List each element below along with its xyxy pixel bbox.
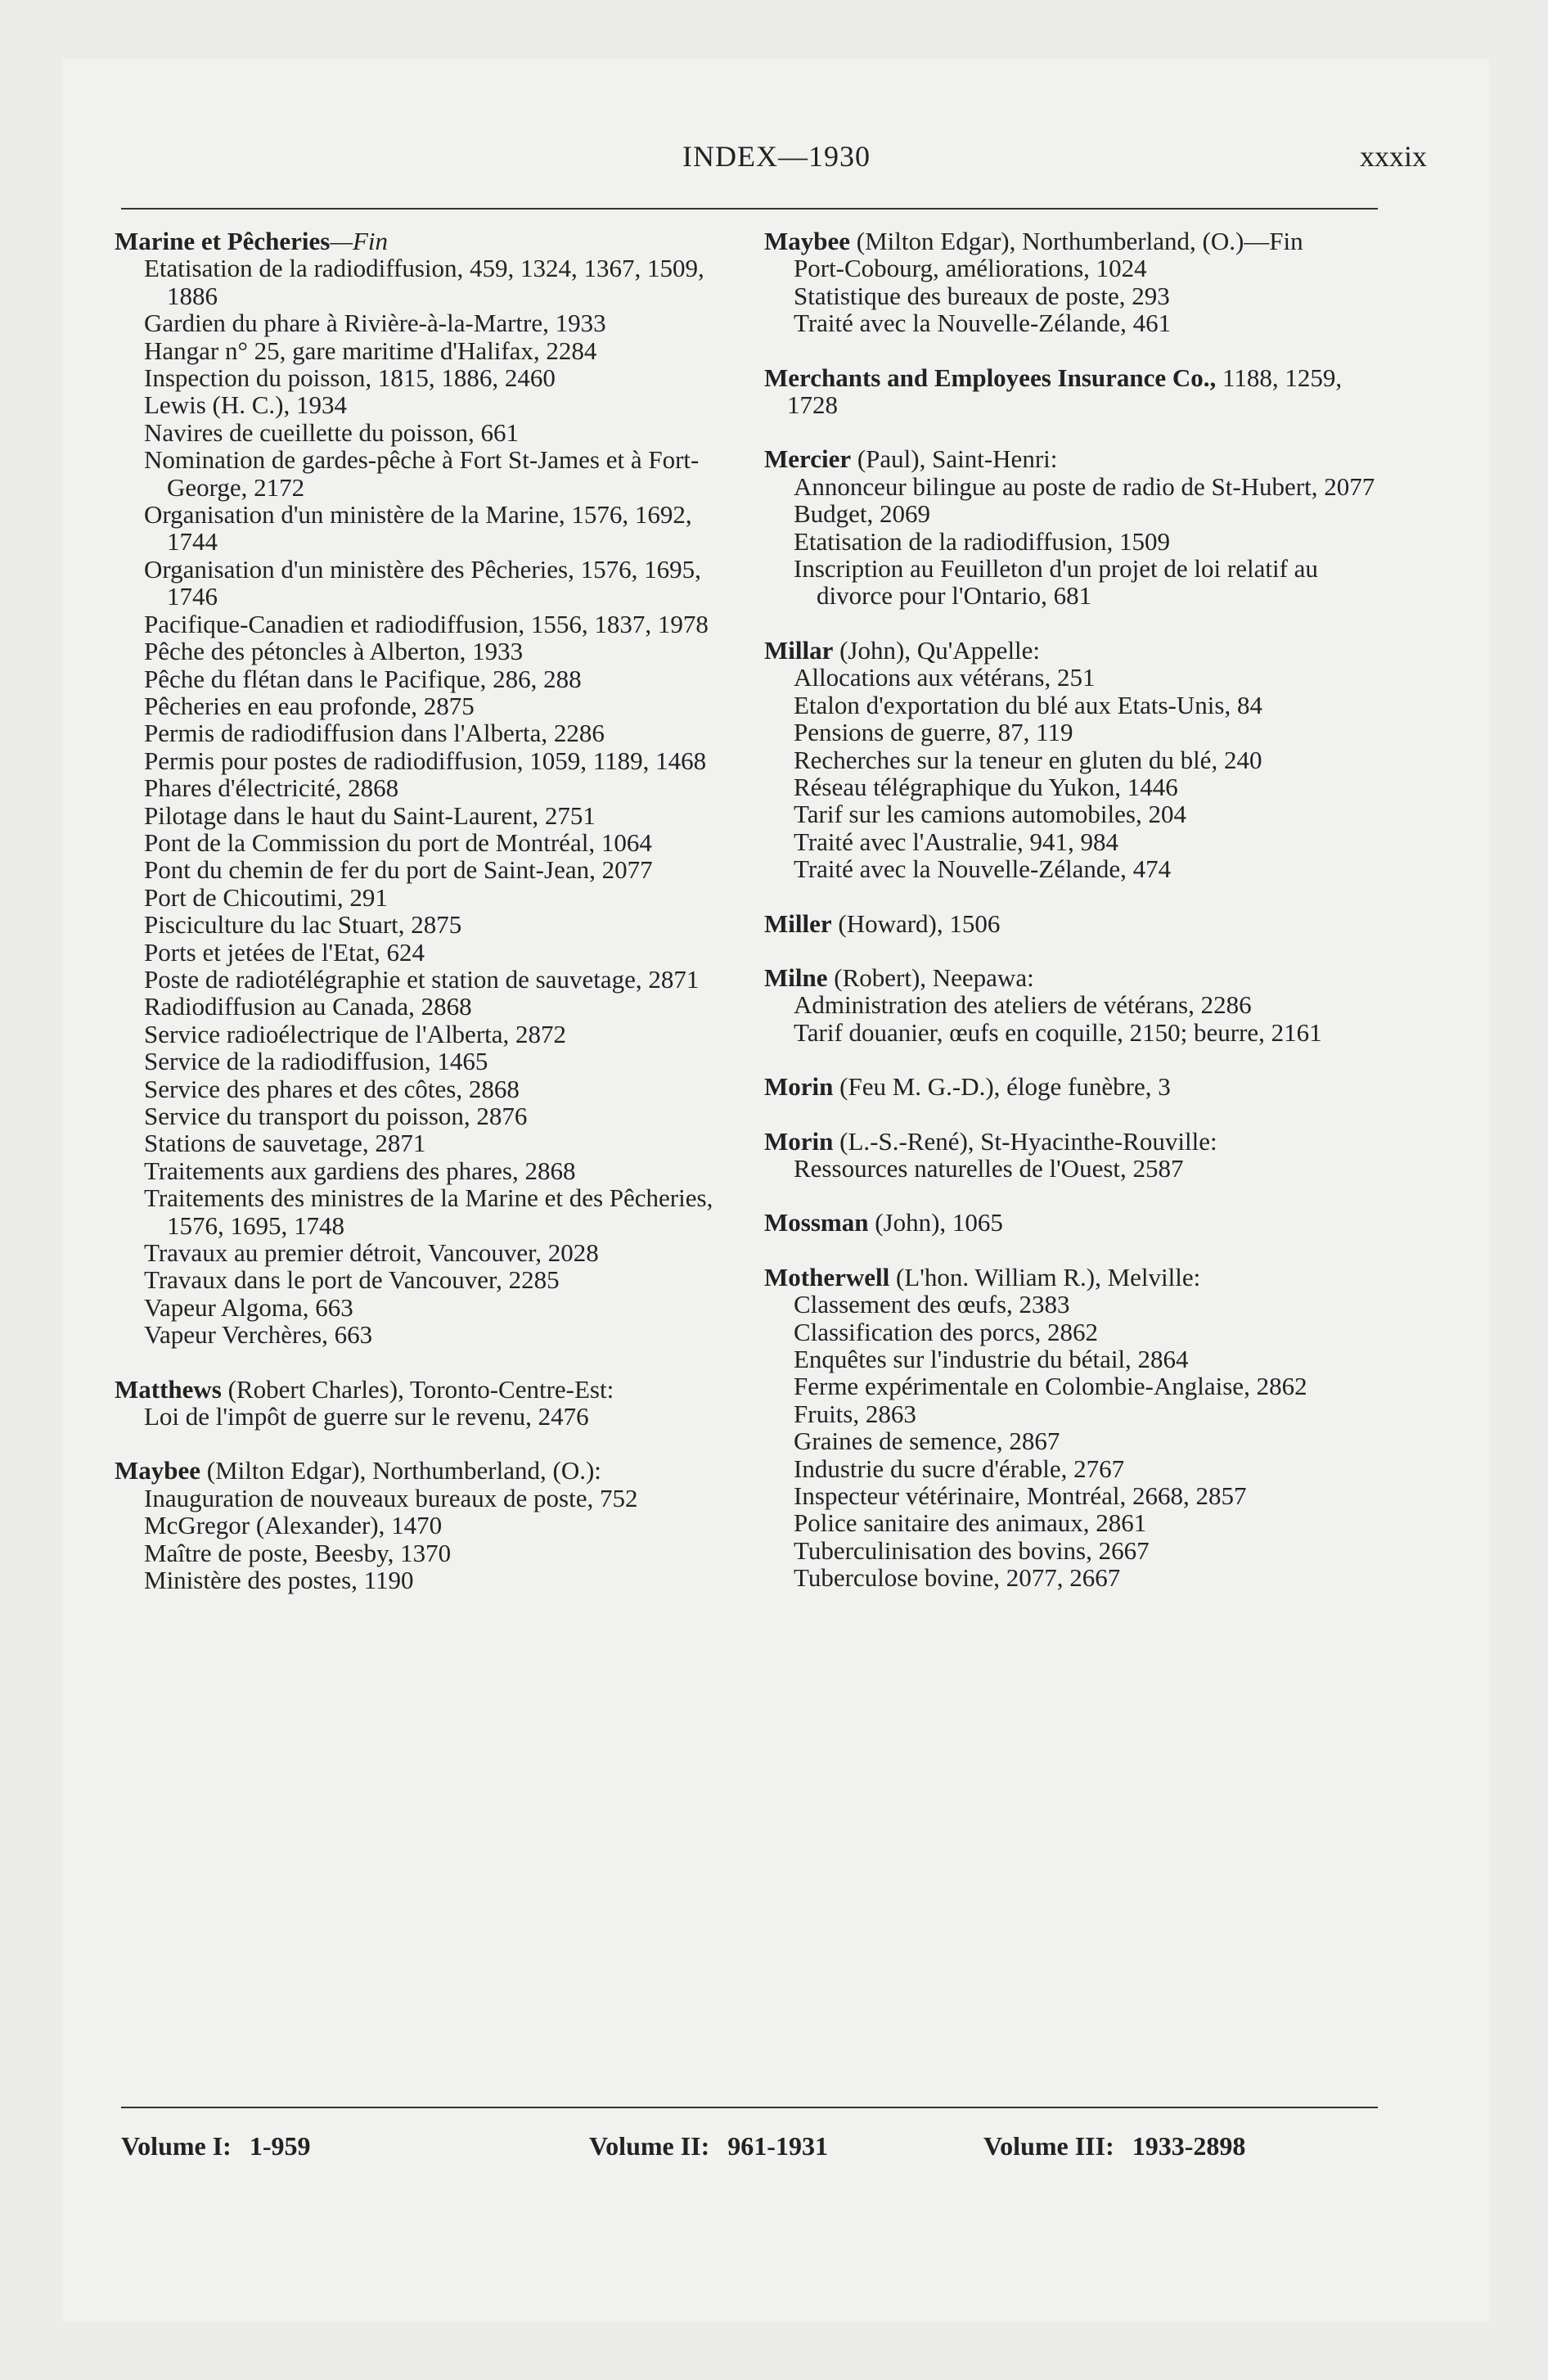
subentry: Budget, 2069 <box>794 499 931 529</box>
entry-detail: (John), Qu'Appelle: <box>833 635 1041 665</box>
subentry: Etatisation de la radiodiffusion, 459, 1324, 1367, 1509, 1886 <box>144 254 704 310</box>
index-entry <box>764 1264 1381 1592</box>
entry-detail: (Feu M. G.-D.), éloge funèbre, 3 <box>833 1072 1171 1102</box>
footer-rule <box>121 2107 1378 2108</box>
subentry: Radiodiffusion au Canada, 2868 <box>144 992 472 1021</box>
subentry: Organisation d'un ministère des Pêcheries, 1576, 1695, 1746 <box>144 554 701 611</box>
subentry: Statistique des bureaux de poste, 293 <box>794 281 1170 310</box>
subentry: Inauguration de nouveaux bureaux de poste, 752 <box>144 1483 638 1512</box>
entry-detail: (Paul), Saint-Henri: <box>851 444 1058 474</box>
subentry: Vapeur Verchères, 663 <box>144 1320 373 1350</box>
subentry: Hangar n° 25, gare maritime d'Halifax, 2284 <box>144 336 597 365</box>
subentry: Maître de poste, Beesby, 1370 <box>144 1538 452 1567</box>
subentry: Service de la radiodiffusion, 1465 <box>144 1047 488 1076</box>
index-entry <box>764 964 1381 1046</box>
subentry: Allocations aux vétérans, 251 <box>794 663 1096 692</box>
subentry: Pêche du flétan dans le Pacifique, 286, 288 <box>144 664 582 693</box>
entry-detail: (John), 1065 <box>868 1208 1003 1237</box>
entry-detail: (Milton Edgar), Northumberland, (O.)—Fin <box>850 227 1303 255</box>
subentry: Service des phares et des côtes, 2868 <box>144 1074 520 1103</box>
subentry: Enquêtes sur l'industrie du bétail, 2864 <box>794 1345 1189 1373</box>
entry-name: Morin <box>764 1072 834 1102</box>
subentry: Tarif douanier, œufs en coquille, 2150; beurre, 2161 <box>794 1017 1322 1047</box>
entry-name: Maybee <box>115 1456 201 1485</box>
index-entry <box>764 364 1381 419</box>
index-entry <box>764 445 1381 609</box>
entry-heading <box>764 910 1381 937</box>
subentry: Tuberculose bovine, 2077, 2667 <box>794 1563 1121 1593</box>
subentry: Travaux au premier détroit, Vancouver, 2028 <box>144 1238 599 1268</box>
subentry: Vapeur Algoma, 663 <box>144 1292 353 1322</box>
subentry: Ports et jetées de l'Etat, 624 <box>144 937 425 967</box>
entry-name: Merchants and Employees Insurance Co., <box>764 363 1217 392</box>
subentry: Administration des ateliers de vétérans, 2286 <box>794 990 1252 1020</box>
entry-name: Maybee <box>764 227 851 255</box>
entry-heading <box>764 1209 1381 1236</box>
entry-detail: —Fin <box>330 227 388 255</box>
entry-heading <box>115 1457 731 1484</box>
subentry: Traitements aux gardiens des phares, 2868 <box>144 1156 576 1185</box>
entry-heading <box>115 228 731 255</box>
subentry: Ministère des postes, 1190 <box>144 1566 414 1595</box>
entry-heading <box>764 637 1381 664</box>
entry-detail: (Robert Charles), Toronto-Centre-Est: <box>221 1374 614 1404</box>
index-entry <box>115 1457 731 1593</box>
entry-detail: (L.-S.-René), St-Hyacinthe-Rouville: <box>833 1126 1217 1156</box>
subentry: Pont du chemin de fer du port de Saint-Jean, 2077 <box>144 855 653 885</box>
entry-name: Motherwell <box>764 1262 890 1291</box>
subentry: Etatisation de la radiodiffusion, 1509 <box>794 526 1171 556</box>
subentry: Loi de l'impôt de guerre sur le revenu, 2476 <box>144 1402 589 1431</box>
volume-3: Volume III: 1933-2898 <box>983 2131 1246 2161</box>
subentry: Gardien du phare à Rivière-à-la-Martre, 1933 <box>144 309 606 338</box>
subentry: Nomination de gardes-pêche à Fort St-James et à Fort-George, 2172 <box>144 445 700 502</box>
subentry: Tarif sur les camions automobiles, 204 <box>794 800 1186 829</box>
subentry: Classement des œufs, 2383 <box>794 1290 1070 1319</box>
left-column <box>115 228 731 1621</box>
index-entry <box>764 228 1381 337</box>
entry-heading <box>764 445 1381 472</box>
subentry: Recherches sur la teneur en gluten du blé, 240 <box>794 745 1262 774</box>
entry-heading <box>764 1073 1381 1100</box>
index-entry <box>115 1376 731 1431</box>
subentry: Pêche des pétoncles à Alberton, 1933 <box>144 637 524 666</box>
entry-detail: (Milton Edgar), Northumberland, (O.): <box>200 1456 601 1485</box>
entry-name: Millar <box>764 635 834 665</box>
subentry: Inscription au Feuilleton d'un projet de loi relatif au divorce pour l'Ontario, 681 <box>794 554 1318 611</box>
entry-detail: 1188, 1259, 1728 <box>787 363 1343 420</box>
subentry: Traitements des ministres de la Marine et des Pêcheries, 1576, 1695, 1748 <box>144 1183 713 1240</box>
subentry: Graines de semence, 2867 <box>794 1427 1060 1456</box>
entry-heading <box>764 228 1381 255</box>
subentry: Pacifique-Canadien et radiodiffusion, 1556, 1837, 1978 <box>144 609 709 638</box>
entry-heading <box>764 964 1381 991</box>
entry-name: Marine et Pêcheries <box>115 227 331 255</box>
subentry: Classification des porcs, 2862 <box>794 1317 1098 1346</box>
subentry: Port-Cobourg, améliorations, 1024 <box>794 254 1147 283</box>
page-number: xxxix <box>1359 140 1427 173</box>
entry-heading <box>764 364 1381 419</box>
entry-name: Milne <box>764 962 828 992</box>
subentry: Service du transport du poisson, 2876 <box>144 1102 528 1130</box>
subentry: Phares d'électricité, 2868 <box>144 773 399 803</box>
subentry: Pêcheries en eau profonde, 2875 <box>144 691 475 720</box>
subentry: Fruits, 2863 <box>794 1399 916 1428</box>
subentry: Annonceur bilingue au poste de radio de St-Hubert, 2077 <box>794 471 1375 501</box>
index-entry <box>764 1073 1381 1100</box>
entry-name: Mossman <box>764 1208 869 1237</box>
index-entry <box>115 228 731 1349</box>
index-entry <box>764 1209 1381 1236</box>
subentry: Traité avec la Nouvelle-Zélande, 474 <box>794 854 1172 884</box>
subentry: Permis pour postes de radiodiffusion, 1059, 1189, 1468 <box>144 746 707 775</box>
entry-heading <box>764 1128 1381 1155</box>
subentry: Permis de radiodiffusion dans l'Alberta, 2286 <box>144 719 605 748</box>
subentry: Tuberculinisation des bovins, 2667 <box>794 1535 1150 1565</box>
index-entry <box>764 1128 1381 1183</box>
subentry: Inspecteur vétérinaire, Montréal, 2668, 2857 <box>794 1481 1247 1511</box>
page-title: INDEX—1930 <box>682 140 871 173</box>
volume-1: Volume I: 1-959 <box>121 2131 311 2161</box>
volume-footer <box>121 2131 1378 2172</box>
subentry: Navires de cueillette du poisson, 661 <box>144 417 520 447</box>
subentry: Police sanitaire des animaux, 2861 <box>794 1508 1147 1538</box>
entry-detail: (Howard), 1506 <box>831 908 1001 938</box>
subentry: Pilotage dans le haut du Saint-Laurent, 2751 <box>144 800 596 830</box>
volume-2: Volume II: 961-1931 <box>589 2131 828 2161</box>
subentry: Ferme expérimentale en Colombie-Anglaise, 2862 <box>794 1372 1307 1401</box>
subentry: Pensions de guerre, 87, 119 <box>794 718 1073 747</box>
page-header <box>126 139 1427 180</box>
entry-detail: (L'hon. William R.), Melville: <box>889 1262 1201 1291</box>
entry-heading <box>115 1376 731 1403</box>
subentry: Traité avec l'Australie, 941, 984 <box>794 827 1119 856</box>
index-entry <box>764 637 1381 883</box>
subentry: Port de Chicoutimi, 291 <box>144 882 388 912</box>
right-column <box>764 228 1381 1619</box>
subentry: Poste de radiotélégraphie et station de sauvetage, 2871 <box>144 964 700 994</box>
entry-heading <box>764 1264 1381 1291</box>
entry-name: Matthews <box>115 1374 222 1404</box>
entry-detail: (Robert), Neepawa: <box>827 962 1034 992</box>
subentry: Réseau télégraphique du Yukon, 1446 <box>794 772 1178 801</box>
subentry: Etalon d'exportation du blé aux Etats-Unis, 84 <box>794 690 1262 719</box>
index-entry <box>764 910 1381 937</box>
subentry: Organisation d'un ministère de la Marine, 1576, 1692, 1744 <box>144 500 692 557</box>
subentry: McGregor (Alexander), 1470 <box>144 1511 443 1540</box>
header-rule <box>121 208 1378 210</box>
subentry: Stations de sauvetage, 2871 <box>144 1129 426 1158</box>
subentry: Traité avec la Nouvelle-Zélande, 461 <box>794 309 1172 338</box>
subentry: Inspection du poisson, 1815, 1886, 2460 <box>144 363 556 393</box>
entry-name: Mercier <box>764 444 852 474</box>
subentry: Lewis (H. C.), 1934 <box>144 390 347 420</box>
subentry: Industrie du sucre d'érable, 2767 <box>794 1454 1125 1483</box>
subentry: Service radioélectrique de l'Alberta, 2872 <box>144 1019 567 1048</box>
subentry: Travaux dans le port de Vancouver, 2285 <box>144 1265 560 1295</box>
subentry: Ressources naturelles de l'Ouest, 2587 <box>794 1153 1184 1183</box>
entry-name: Miller <box>764 908 832 938</box>
subentry: Pont de la Commission du port de Montréal, 1064 <box>144 827 652 857</box>
entry-name: Morin <box>764 1126 834 1156</box>
subentry: Pisciculture du lac Stuart, 2875 <box>144 910 462 940</box>
